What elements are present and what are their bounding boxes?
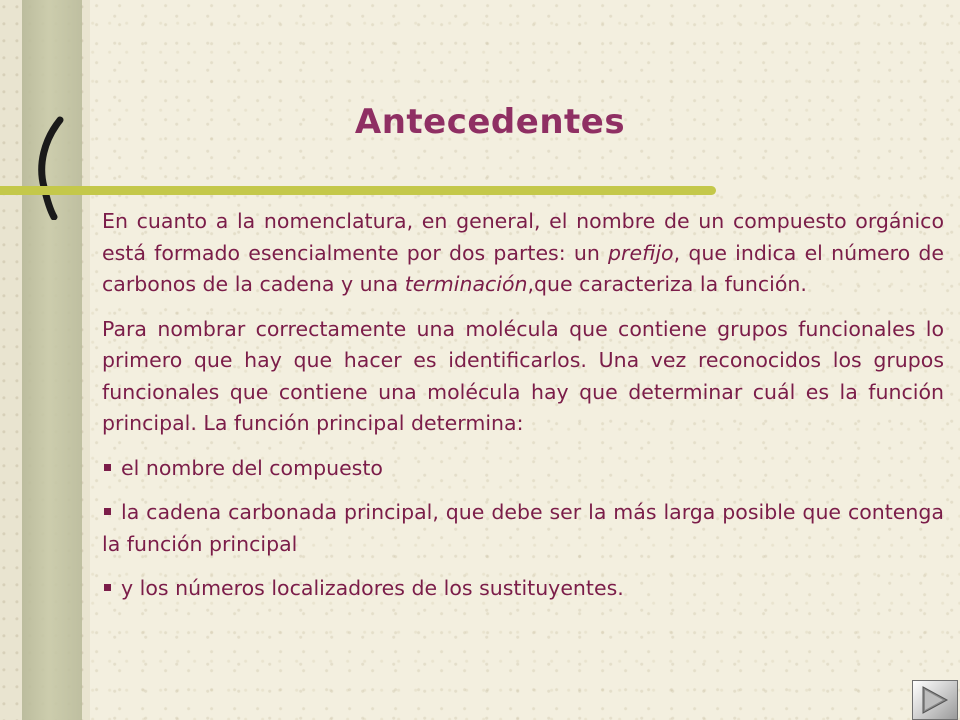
term-terminacion: terminación [404,272,528,296]
paragraph-text: , que indica el número de carbonos de la cadena y una [102,240,945,296]
title-underline-rule [0,186,716,195]
bullet-square-icon [104,508,111,515]
list-item-text: el nombre del compuesto [121,455,383,480]
list-item [102,573,944,605]
list-item [102,497,944,560]
term-prefijo: prefijo [608,240,674,265]
list-item-text: la cadena carbonada principal, que debe ser la más larga posible que contenga la función principal [102,500,944,556]
paragraph-grupos-funcionales: Para nombrar correctamente una molécula que contiene grupos funcionales lo primero que hay que hacer es identificarlos. Una vez reconocidos los grupos funcionales que contiene una molécula hay que determinar cuál es la función principal. La función principal determina: [102,316,944,435]
list-item [102,453,944,485]
bullet-square-icon [104,464,111,471]
paragraph-nomenclatura [102,206,944,301]
paragraph-text: En cuanto a la nomenclatura, en general, el nombre de un compuesto orgánico está formado esencialmente por dos partes: un [102,209,944,265]
left-accent-bar [22,0,82,720]
list-item-text: y los números localizadores de los sustituyentes. [121,576,624,600]
next-slide-button[interactable] [912,680,958,720]
paragraph-text: ,que caracteriza la función. [527,272,807,296]
page-title: Antecedentes [354,102,626,142]
bullet-square-icon [104,584,111,591]
slide-body [102,206,944,618]
next-slide-icon [913,681,957,719]
bracket-decoration [30,115,70,220]
